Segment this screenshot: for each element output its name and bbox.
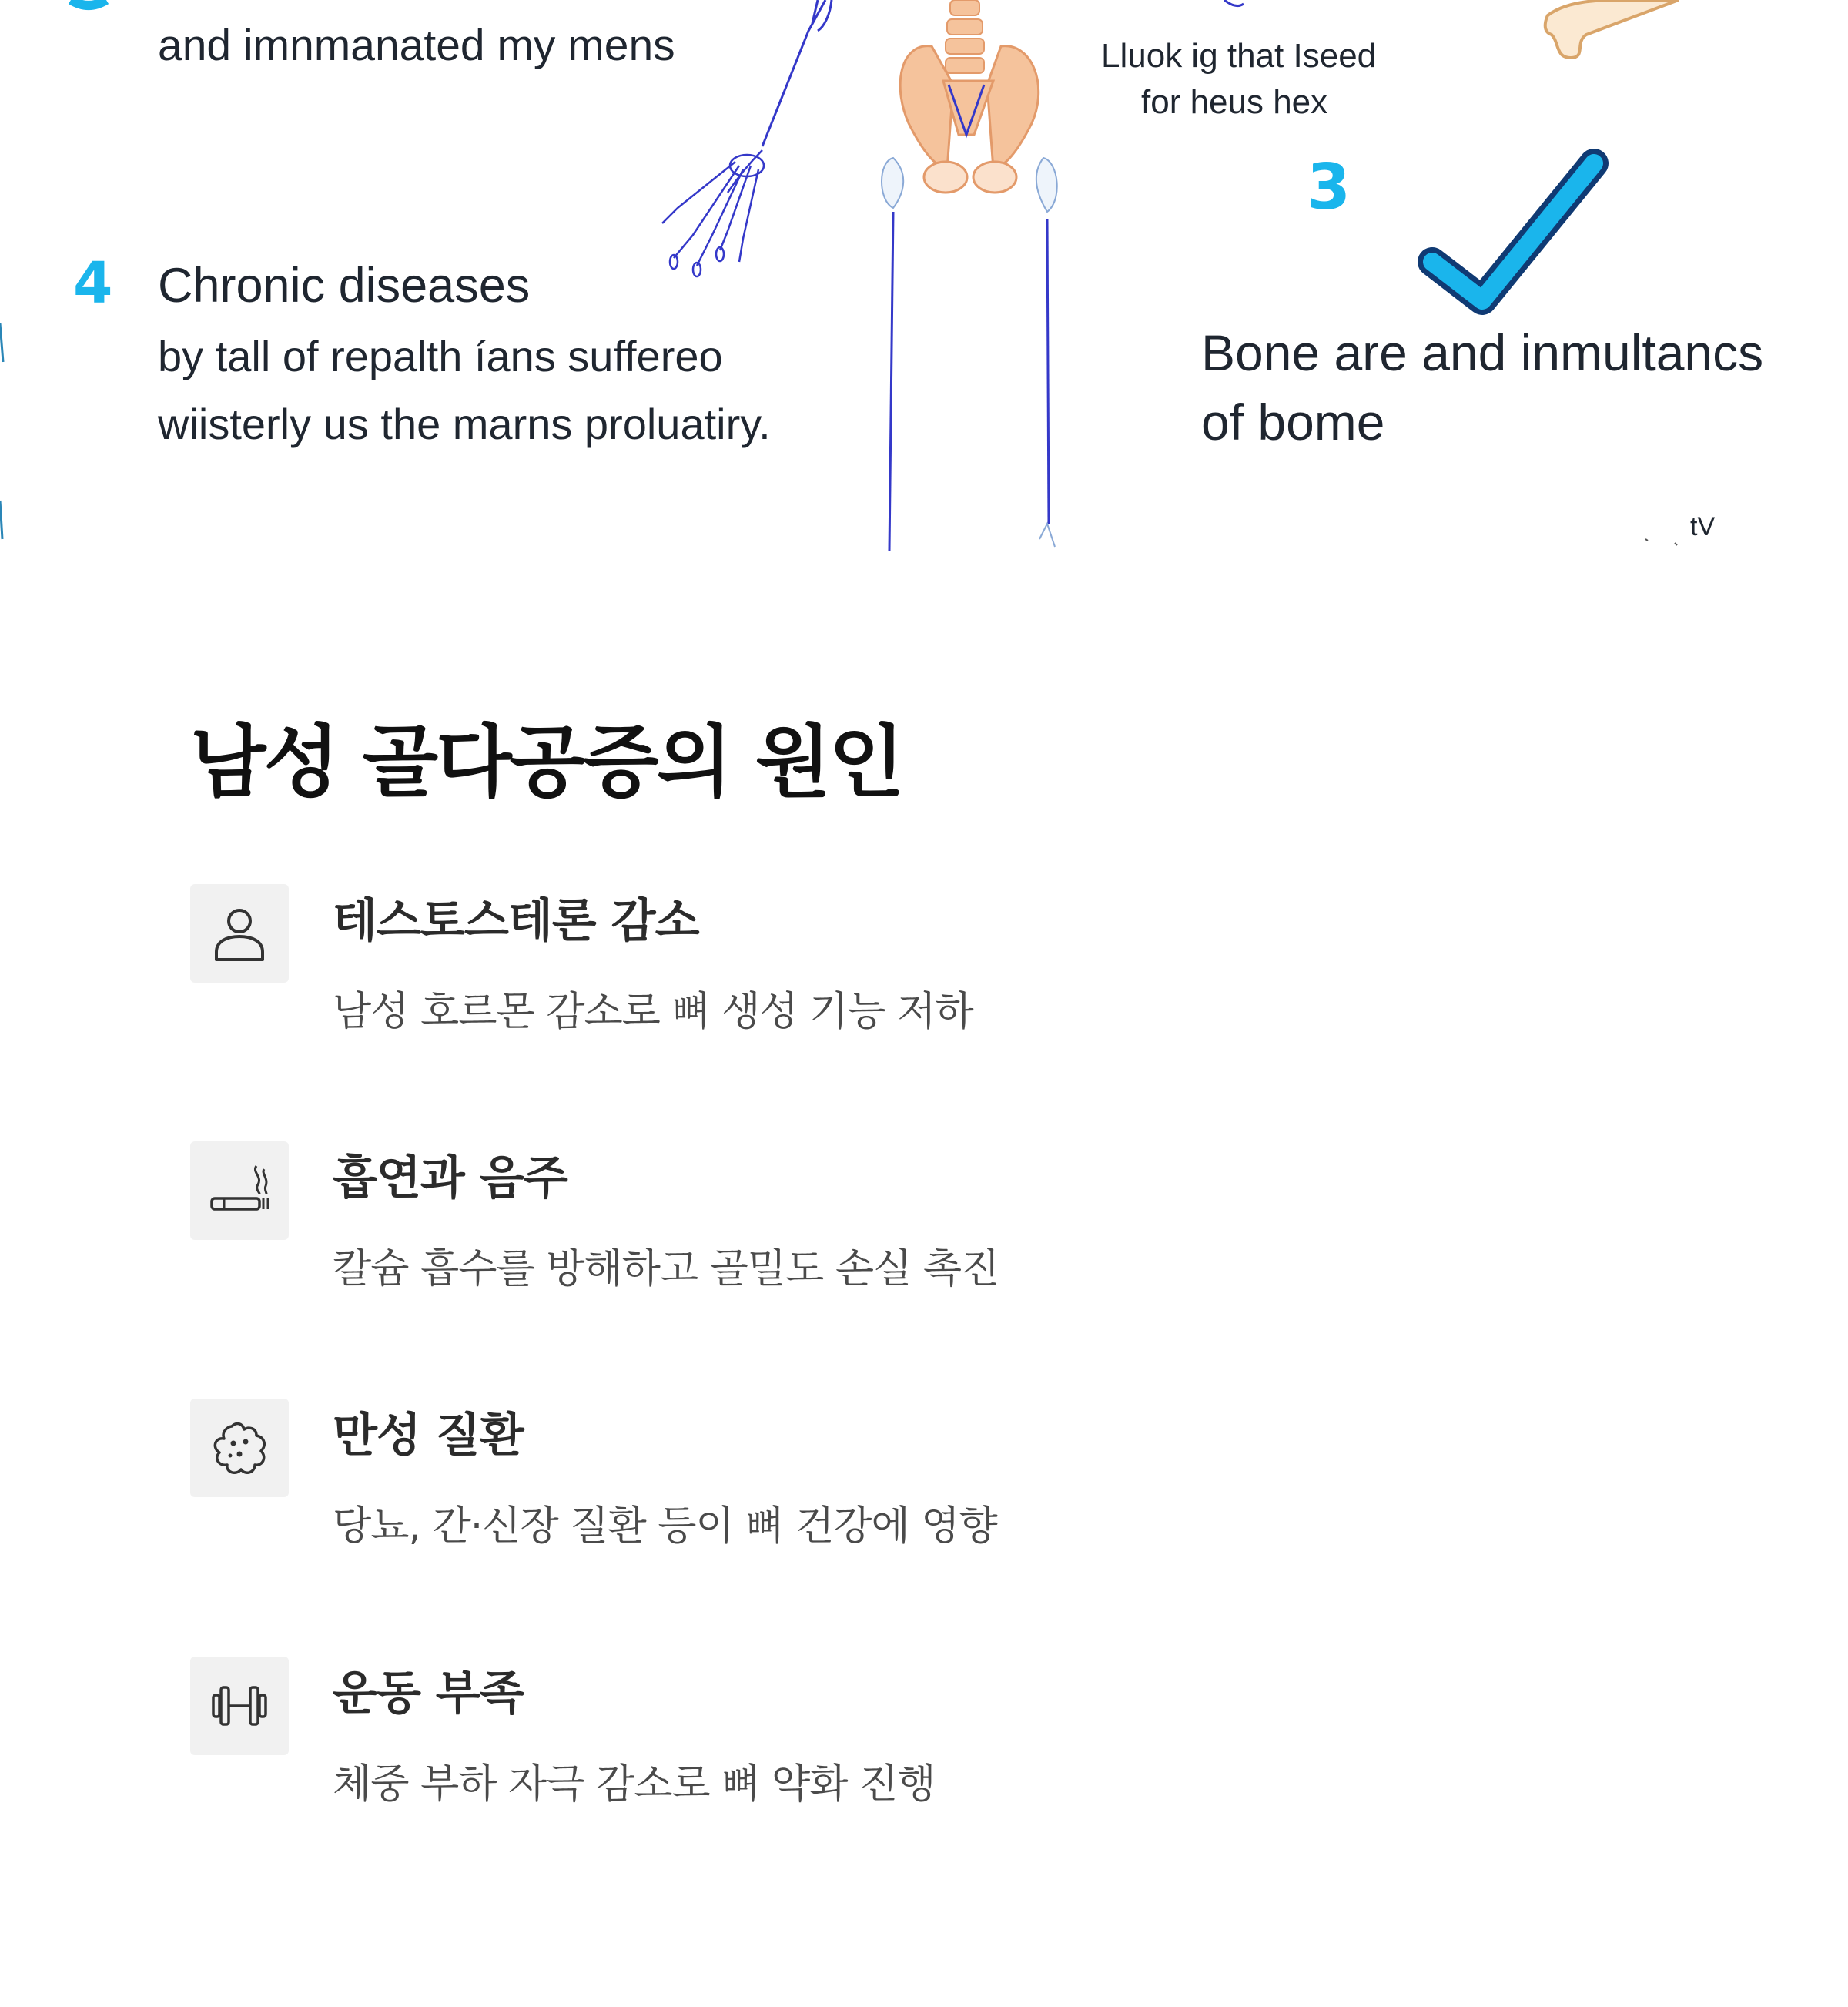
cigarette-icon [209, 1160, 270, 1221]
cause-icon-box [190, 1399, 289, 1497]
dumbbell-icon [209, 1675, 270, 1737]
item-4-number: 4 [73, 250, 113, 317]
spine [946, 0, 984, 73]
item-4-title: Chronic diseases [158, 259, 531, 313]
person-icon [210, 904, 269, 963]
cause-icon-box [190, 1657, 289, 1755]
infographic-top-text: and imnmanated my mens [158, 21, 675, 70]
item-3-number: 3 [1307, 151, 1351, 224]
item-4-line1: by tall of repalth íans suffereo [158, 332, 723, 380]
cause-item-chronic-disease [190, 1399, 1268, 1583]
cause-item-lack-of-exercise [190, 1657, 1268, 1841]
infographic-image [0, 0, 1848, 551]
causes-section [0, 551, 1848, 2007]
cause-description: 남성 호르몬 감소로 뼈 생성 기능 저하 [333, 989, 973, 1035]
cause-title: 테스토스테론 감소 [333, 894, 699, 948]
cause-title: 흡연과 음주 [333, 1151, 567, 1205]
cause-description: 체중 부하 자극 감소로 뼈 약화 진행 [333, 1761, 936, 1808]
hand-bones [662, 150, 764, 276]
signature-mark: tV [1690, 512, 1716, 541]
cause-icon-box [190, 884, 289, 983]
bone-fragment [1545, 0, 1679, 58]
cause-title: 만성 질환 [333, 1409, 524, 1463]
section-title: 남성 골다공증의 원인 [190, 717, 902, 809]
item-3-line2: of bome [1201, 394, 1385, 451]
cause-description: 당뇨, 간·신장 질환 등이 뼈 건강에 영향 [333, 1503, 997, 1550]
cause-item-smoking-drinking [190, 1141, 1268, 1326]
cause-description: 칼슘 흡수를 방해하고 골밀도 손실 촉진 [333, 1246, 999, 1292]
virus-icon [209, 1417, 270, 1479]
item-4-line2: wiisterly us the marns proluatiry. [158, 400, 771, 448]
callout-line1: Lluok ig that Iseed [1101, 37, 1377, 75]
callout-line2: for heus hex [1141, 83, 1328, 121]
cause-icon-box [190, 1141, 289, 1240]
cause-title: 운동 부족 [333, 1667, 524, 1721]
item-3-line1: Bone are and inmultancs [1201, 324, 1764, 381]
cause-item-testosterone [190, 884, 1268, 1069]
